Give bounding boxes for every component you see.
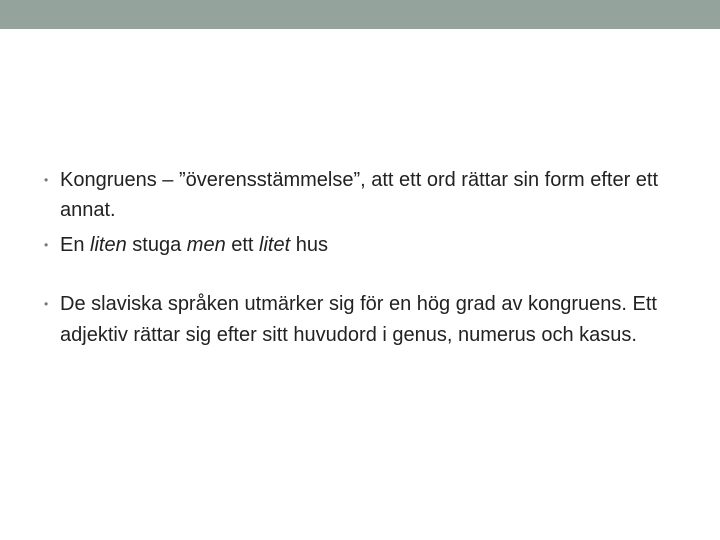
bullet-text-segment: ett	[225, 234, 260, 256]
bullet-text: Kongruens – ”överensstämmelse”, att ett ord rättar sin form efter ett annat.	[60, 169, 659, 221]
bullet-marker: •	[44, 173, 49, 187]
bullet-item-kongruens	[40, 165, 680, 225]
bullet-text-segment: En	[60, 234, 91, 256]
bullet-text-segment: hus	[290, 234, 328, 256]
bullet-text-segment: stuga	[126, 234, 187, 256]
bullet-item-example	[40, 230, 680, 260]
bullet-item-slavic	[40, 289, 680, 351]
bullet-marker: •	[44, 238, 49, 252]
bullet-text-italic-litet: litet	[259, 234, 291, 256]
bullet-marker: •	[44, 297, 49, 311]
bullet-text-italic-men: men	[186, 234, 226, 256]
slide-header-bar	[0, 0, 720, 29]
bullet-text-italic-liten: liten	[90, 234, 127, 256]
bullet-text: De slaviska språken utmärker sig för en hög grad av kongruens. Ett adjektiv rättar sig efter sitt huvudord i genus, numerus och kasus.	[60, 293, 657, 346]
slide-body	[40, 165, 680, 351]
